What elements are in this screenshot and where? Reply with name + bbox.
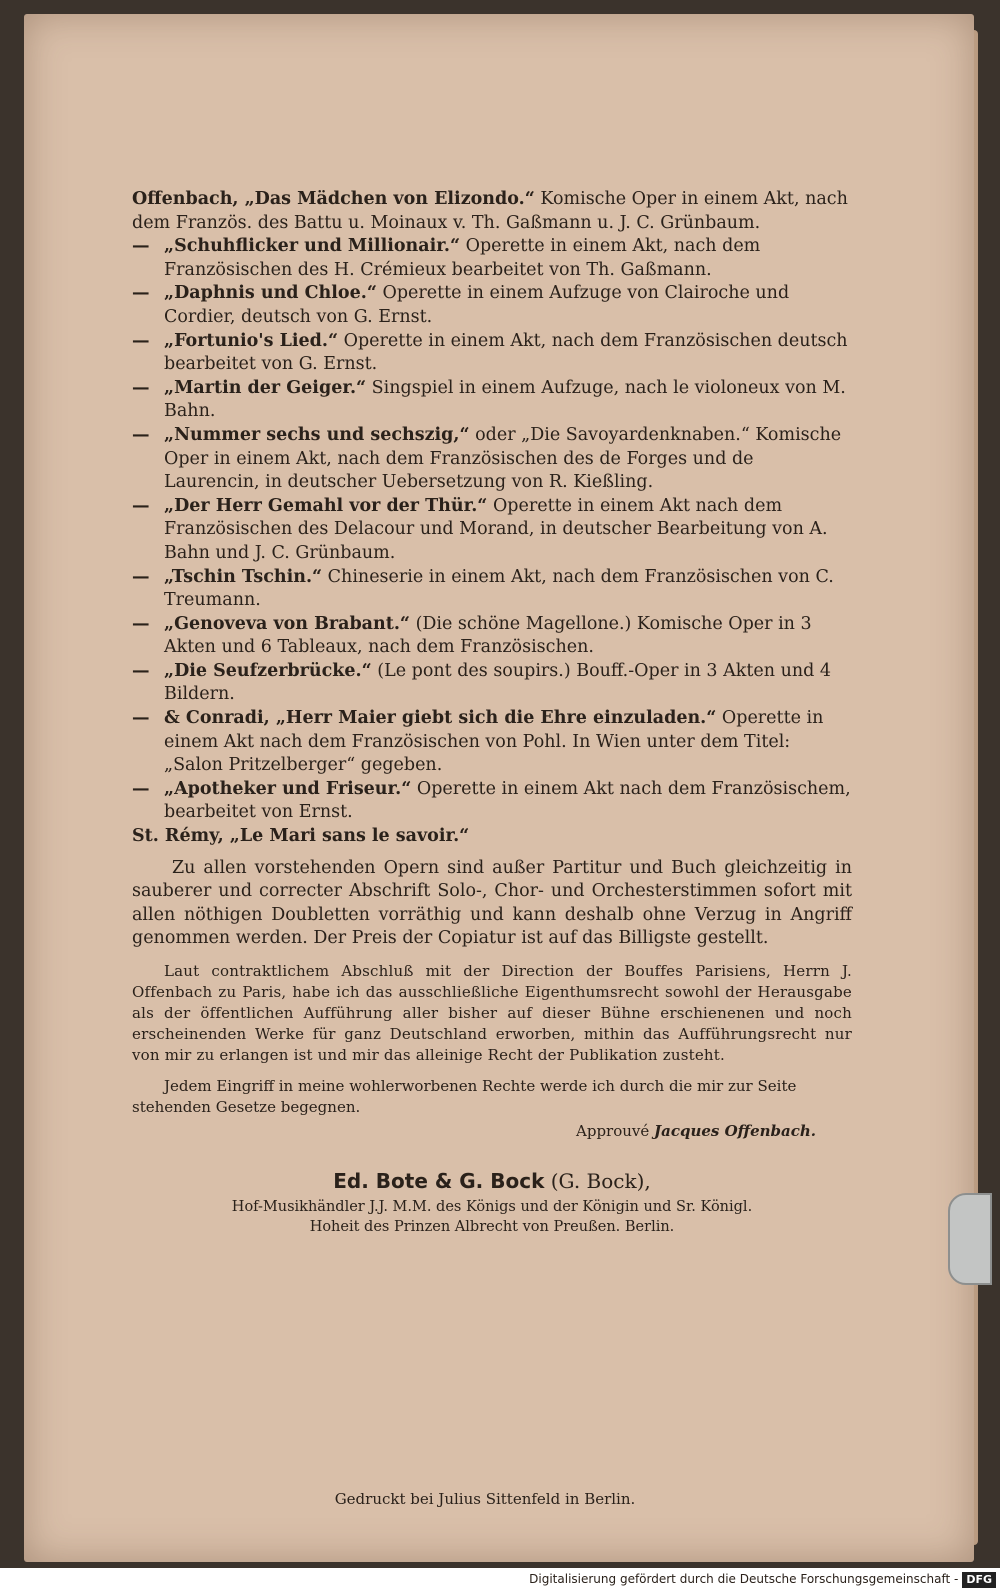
entry-dash: —	[132, 330, 150, 351]
publisher-paren: (G. Bock),	[544, 1168, 651, 1193]
entry-title: „Tschin Tschin.“	[164, 566, 323, 587]
entry-desc: Komische Oper in einem Akt, nach dem Französ. des Battu u. Moinaux v. Th. Gaßmann u. J. C. Grünbaum.	[132, 189, 848, 233]
entry-title: „Genoveva von Brabant.“	[164, 613, 410, 634]
entry-schuhflicker	[132, 235, 852, 282]
entry-dash: —	[132, 708, 150, 729]
approval-label: Approuvé	[576, 1122, 650, 1140]
digitization-footer	[0, 1568, 1000, 1591]
entry-title: „Die Seufzerbrücke.“	[164, 660, 372, 681]
entry-list	[132, 188, 852, 849]
entry-desc: Operette in einem Akt, nach dem Französischen deutsch bearbeitet von G. Ernst.	[164, 330, 848, 375]
entry-st-remy	[132, 825, 852, 849]
entry-desc: (Die schöne Magellone.) Komische Oper in 3 Akten und 6 Tableaux, nach dem Französischen.	[164, 613, 812, 658]
rights-notice: Laut contraktlichem Abschluß mit der Direction der Bouffes Parisiens, Herrn J. Offenbach zu Paris, habe ich das ausschließliche Eigenthumsrecht sowohl der Herausgabe als der öffentlichen Aufführung aller bisher auf dieser Bühne erschienenen und noch erscheinenden Werke für ganz Deutschland erworben, mithin das Aufführungsrecht nur von mir zu erlangen ist und mir das alleinige Recht der Publikation zusteht.	[132, 962, 852, 1064]
printer-imprint: Gedruckt bei Julius Sittenfeld in Berlin.	[334, 1490, 636, 1508]
publisher-line-2: Hoheit des Prinzen Albrecht von Preußen. Berlin.	[309, 1219, 675, 1236]
entry-title: „Daphnis und Chloe.“	[164, 283, 377, 304]
publisher-name: Ed. Bote & G. Bock	[333, 1168, 545, 1193]
entry-title: „Schuhflicker und Millionair.“	[164, 236, 461, 257]
approval-line	[132, 1120, 852, 1144]
entry-desc: Operette in einem Akt, nach dem Französischen des H. Crémieux bearbeitet von Th. Gaßmann.	[164, 236, 761, 280]
entry-dash: —	[132, 424, 150, 445]
entry-desc: Singspiel in einem Aufzuge, nach le violoneux von M. Bahn.	[164, 377, 846, 422]
entry-desc: Operette in einem Akt nach dem Französischen von Pohl. In Wien unter dem Titel: „Salon Pritzelberger“ gegeben.	[164, 708, 824, 776]
rights-warning: Jedem Eingriff in meine wohlerworbenen Rechte werde ich durch die mir zur Seite stehenden Gesetze begegnen.	[132, 1077, 797, 1116]
entry-nummer	[132, 424, 852, 495]
entry-dash: —	[132, 660, 150, 681]
entry-desc: Operette in einem Akt nach dem Französischem, bearbeitet von Ernst.	[164, 778, 851, 823]
entry-martin	[132, 377, 852, 424]
entry-desc: oder „Die Savoyardenknaben.“ Komische Oper in einem Akt, nach dem Französischen des de Forges und de Laurencin, in deutscher Uebersetzung von R. Kießling.	[164, 424, 842, 493]
entry-desc: Chineserie in einem Akt, nach dem Französischen von C. Treumann.	[164, 566, 834, 611]
publisher-heading	[132, 1170, 852, 1194]
copies-paragraph: Zu allen vorstehenden Opern sind außer Partitur und Buch gleichzeitig in sauberer und correcter Abschrift Solo-, Chor- und Orchesterstimmen sofort mit allen nöthigen Doubletten vorräthig und kann deshalb ohne Verzug in Angriff genommen werden. Der Preis der Copiatur ist auf das Billigste gestellt.	[132, 857, 852, 949]
entry-herr-maier	[132, 707, 852, 778]
entry-daphnis	[132, 282, 852, 329]
entry-title: & Conradi, „Herr Maier giebt sich die Ehre einzuladen.“	[164, 708, 717, 729]
entry-title: Offenbach, „Das Mädchen von Elizondo.“	[132, 189, 535, 209]
bookmark-tab	[948, 1193, 992, 1285]
entry-dash: —	[132, 778, 150, 799]
publisher-subtitle	[132, 1197, 852, 1237]
entry-dash: —	[132, 613, 150, 634]
entry-seufzerbruecke	[132, 660, 852, 707]
entry-desc: (Le pont des soupirs.) Bouff.-Oper in 3 Akten und 4 Bildern.	[164, 660, 832, 705]
page-content	[132, 188, 852, 1237]
entry-title: St. Rémy, „Le Mari sans le savoir.“	[132, 826, 470, 847]
entry-tschin	[132, 566, 852, 613]
approval-signature: Jacques Offenbach.	[654, 1122, 816, 1140]
entry-dash: —	[132, 283, 150, 304]
entry-dash: —	[132, 495, 150, 516]
entry-title: „Apotheker und Friseur.“	[164, 778, 412, 799]
publisher-line-1: Hof-Musikhändler J.J. M.M. des Königs und der Königin und Sr. Königl.	[231, 1199, 753, 1216]
entry-title: „Der Herr Gemahl vor der Thür.“	[164, 495, 488, 516]
entry-title: „Fortunio's Lied.“	[164, 330, 339, 351]
dfg-logo: DFG	[962, 1572, 996, 1588]
entry-fortunio	[132, 330, 852, 377]
entry-title: „Martin der Geiger.“	[164, 377, 367, 398]
footer-text: Digitalisierung gefördert durch die Deutsche Forschungsgemeinschaft -	[529, 1572, 959, 1586]
entry-desc: Operette in einem Aufzuge von Clairoche und Cordier, deutsch von G. Ernst.	[164, 283, 790, 327]
entry-dash: —	[132, 566, 150, 587]
entry-dash: —	[132, 377, 150, 398]
entry-desc: Operette in einem Akt nach dem Französischen des Delacour und Morand, in deutscher Bearbeitung von A. Bahn und J. C. Grünbaum.	[164, 495, 828, 563]
entry-offenbach-elizondo	[132, 188, 852, 235]
entry-genoveva	[132, 613, 852, 660]
entry-apotheker	[132, 778, 852, 825]
entry-title: „Nummer sechs und sechszig,“	[164, 424, 470, 445]
entry-dash: —	[132, 236, 150, 257]
entry-herr-gemahl	[132, 495, 852, 566]
